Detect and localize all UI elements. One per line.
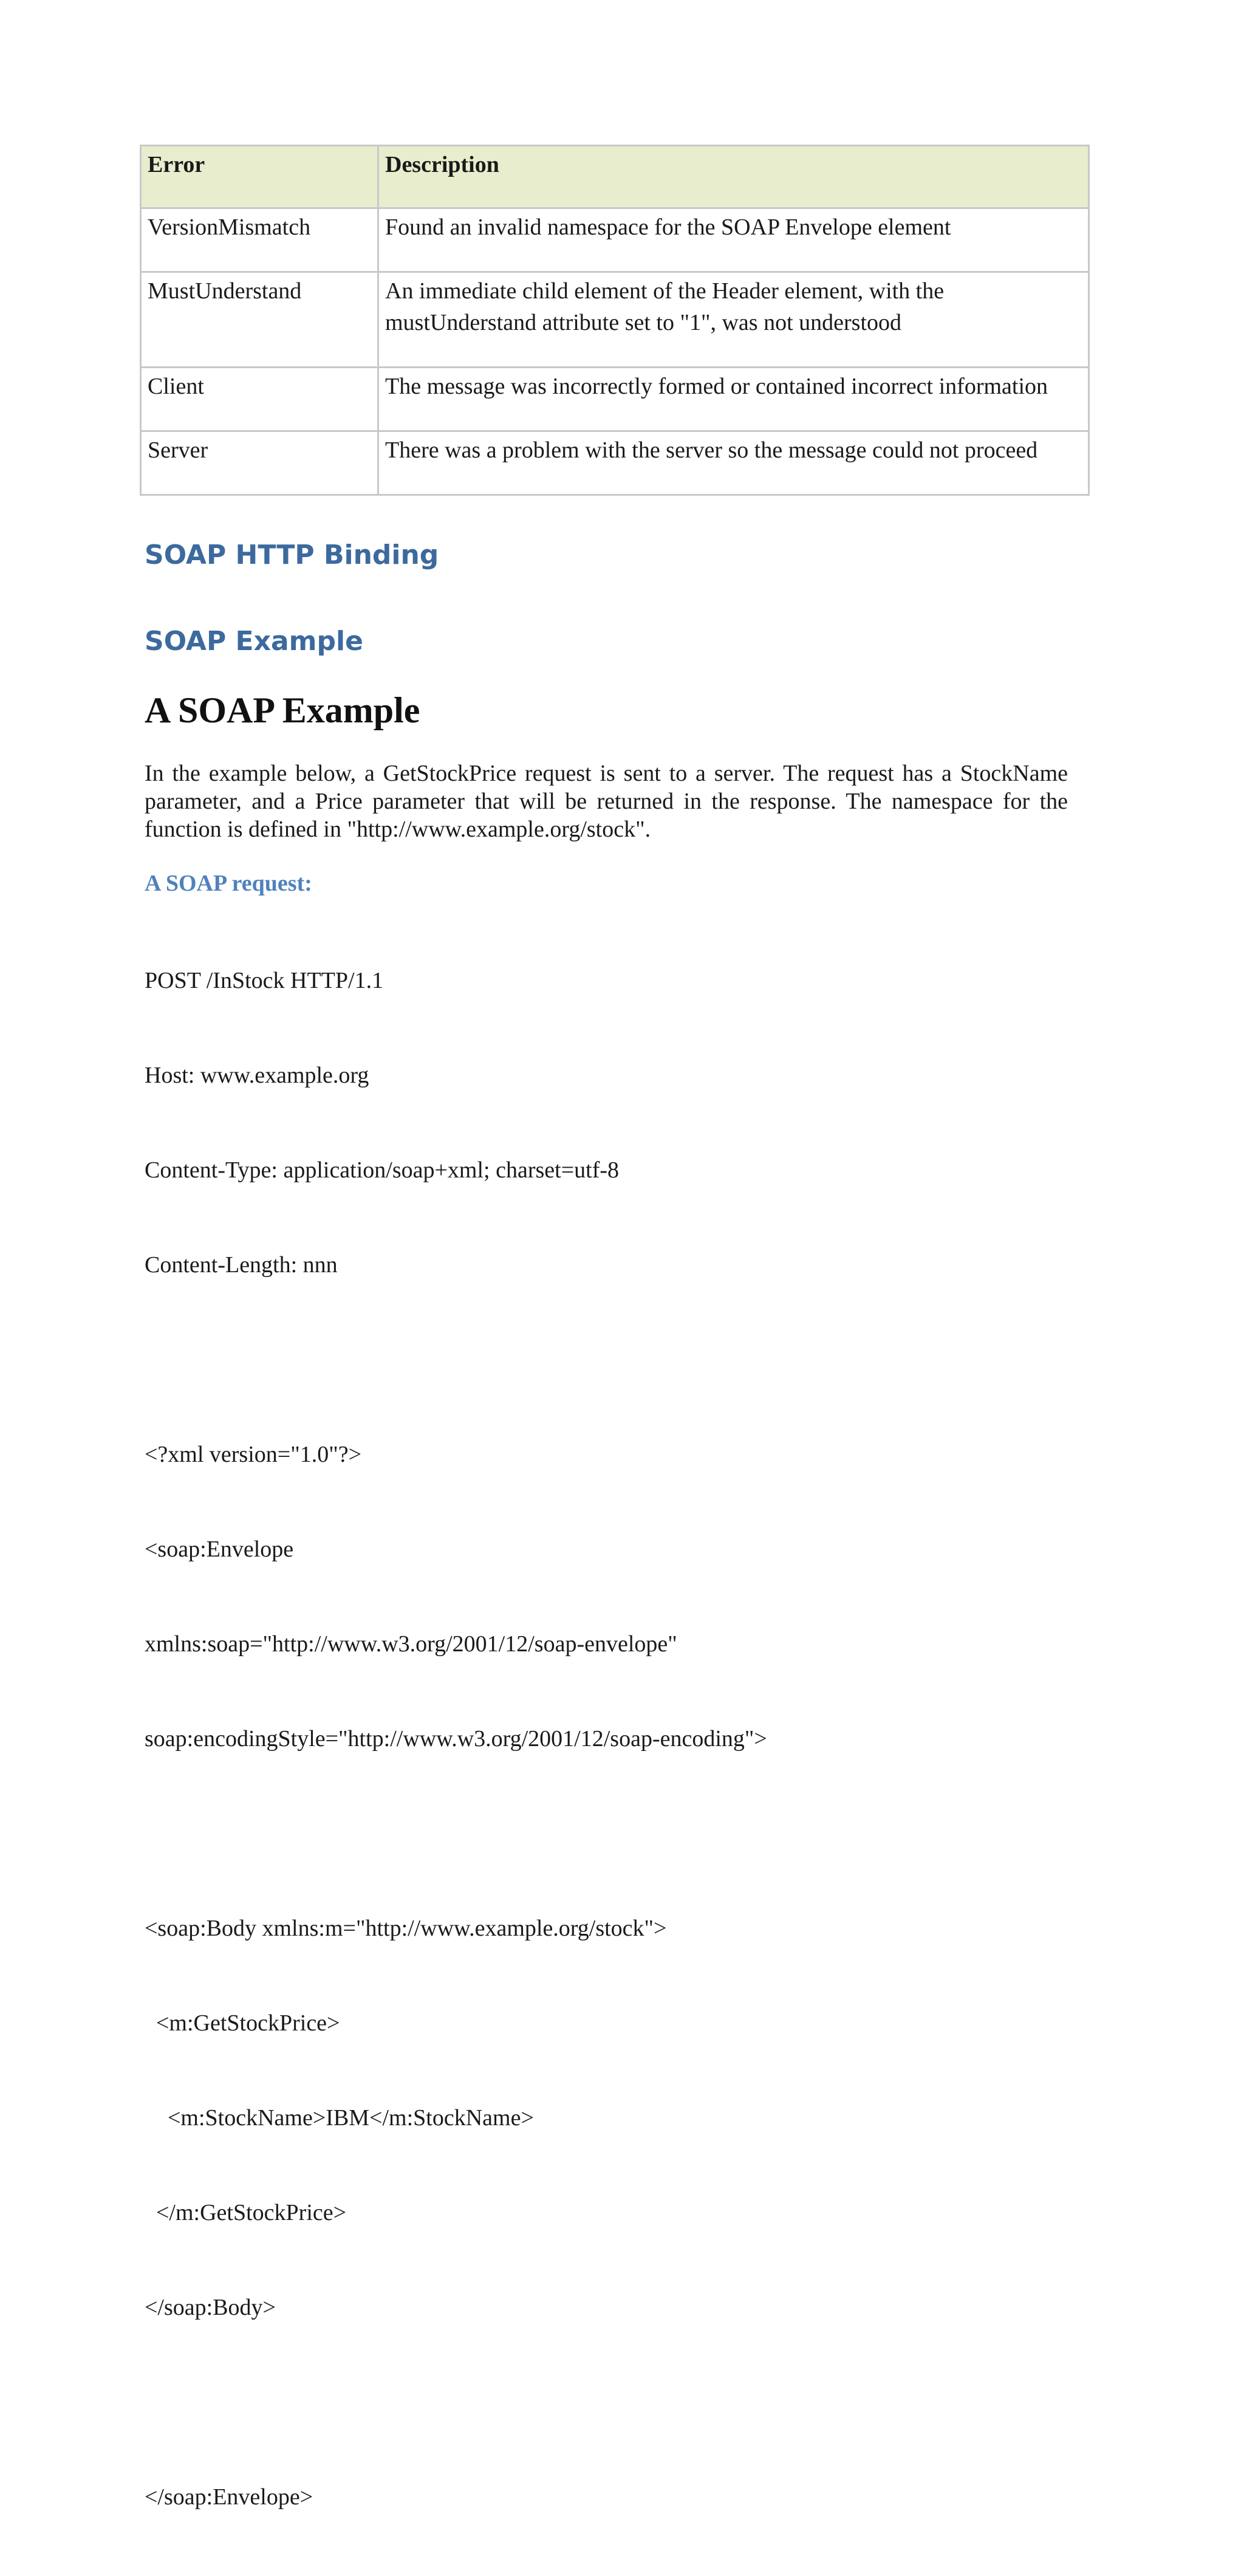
table-header-row xyxy=(141,146,1089,208)
intro-paragraph: In the example below, a GetStockPrice request is sent to a server. The request has a StockName parameter, and a Price parameter that will be returned in the response. The namespace for the function is defined in "http://www.example.org/stock". xyxy=(145,761,1068,842)
error-description-cell: Found an invalid namespace for the SOAP Envelope element xyxy=(378,208,1089,272)
code-line: POST /InStock HTTP/1.1 xyxy=(145,968,384,993)
code-line: Content-Length: nnn xyxy=(145,1252,338,1278)
soap-fault-codes-table xyxy=(140,145,1090,496)
code-line: </soap:Envelope> xyxy=(145,2484,313,2510)
heading-soap-example: SOAP Example xyxy=(145,626,363,657)
table-header-error: Error xyxy=(141,146,378,208)
code-line: <soap:Body xmlns:m="http://www.example.org/stock"> xyxy=(145,1916,667,1941)
code-line: soap:encodingStyle="http://www.w3.org/2001/12/soap-encoding"> xyxy=(145,1726,767,1752)
error-description-cell: The message was incorrectly formed or contained incorrect information xyxy=(378,368,1089,431)
soap-request-label: A SOAP request: xyxy=(145,871,312,896)
code-line: </m:GetStockPrice> xyxy=(145,2200,347,2225)
table-row xyxy=(141,272,1089,368)
code-line: </soap:Body> xyxy=(145,2295,276,2320)
code-line: Host: www.example.org xyxy=(145,1063,369,1088)
code-line: <soap:Envelope xyxy=(145,1536,294,1562)
code-line xyxy=(145,2386,767,2418)
error-code-cell: MustUnderstand xyxy=(141,272,378,368)
code-line: <m:StockName>IBM</m:StockName> xyxy=(145,2105,534,2131)
heading-soap-http-binding: SOAP HTTP Binding xyxy=(145,540,439,570)
code-line: <?xml version="1.0"?> xyxy=(145,1442,362,1467)
error-code-cell: VersionMismatch xyxy=(141,208,378,272)
code-line xyxy=(145,1344,767,1375)
code-line xyxy=(145,1818,767,1849)
code-line: Content-Type: application/soap+xml; charset=utf-8 xyxy=(145,1157,620,1183)
table-row xyxy=(141,431,1089,495)
error-description-cell: There was a problem with the server so the message could not proceed xyxy=(378,431,1089,495)
code-line: xmlns:soap="http://www.w3.org/2001/12/soap-envelope" xyxy=(145,1631,677,1657)
error-code-cell: Server xyxy=(141,431,378,495)
table-header-description: Description xyxy=(378,146,1089,208)
page-title: A SOAP Example xyxy=(145,690,420,730)
table-row xyxy=(141,208,1089,272)
error-code-cell: Client xyxy=(141,368,378,431)
error-description-cell: An immediate child element of the Header element, with the mustUnderstand attribute set to "1", was not understood xyxy=(378,272,1089,368)
code-line: <m:GetStockPrice> xyxy=(145,2010,340,2036)
soap-request-code-block xyxy=(145,902,767,2576)
table-row xyxy=(141,368,1089,431)
